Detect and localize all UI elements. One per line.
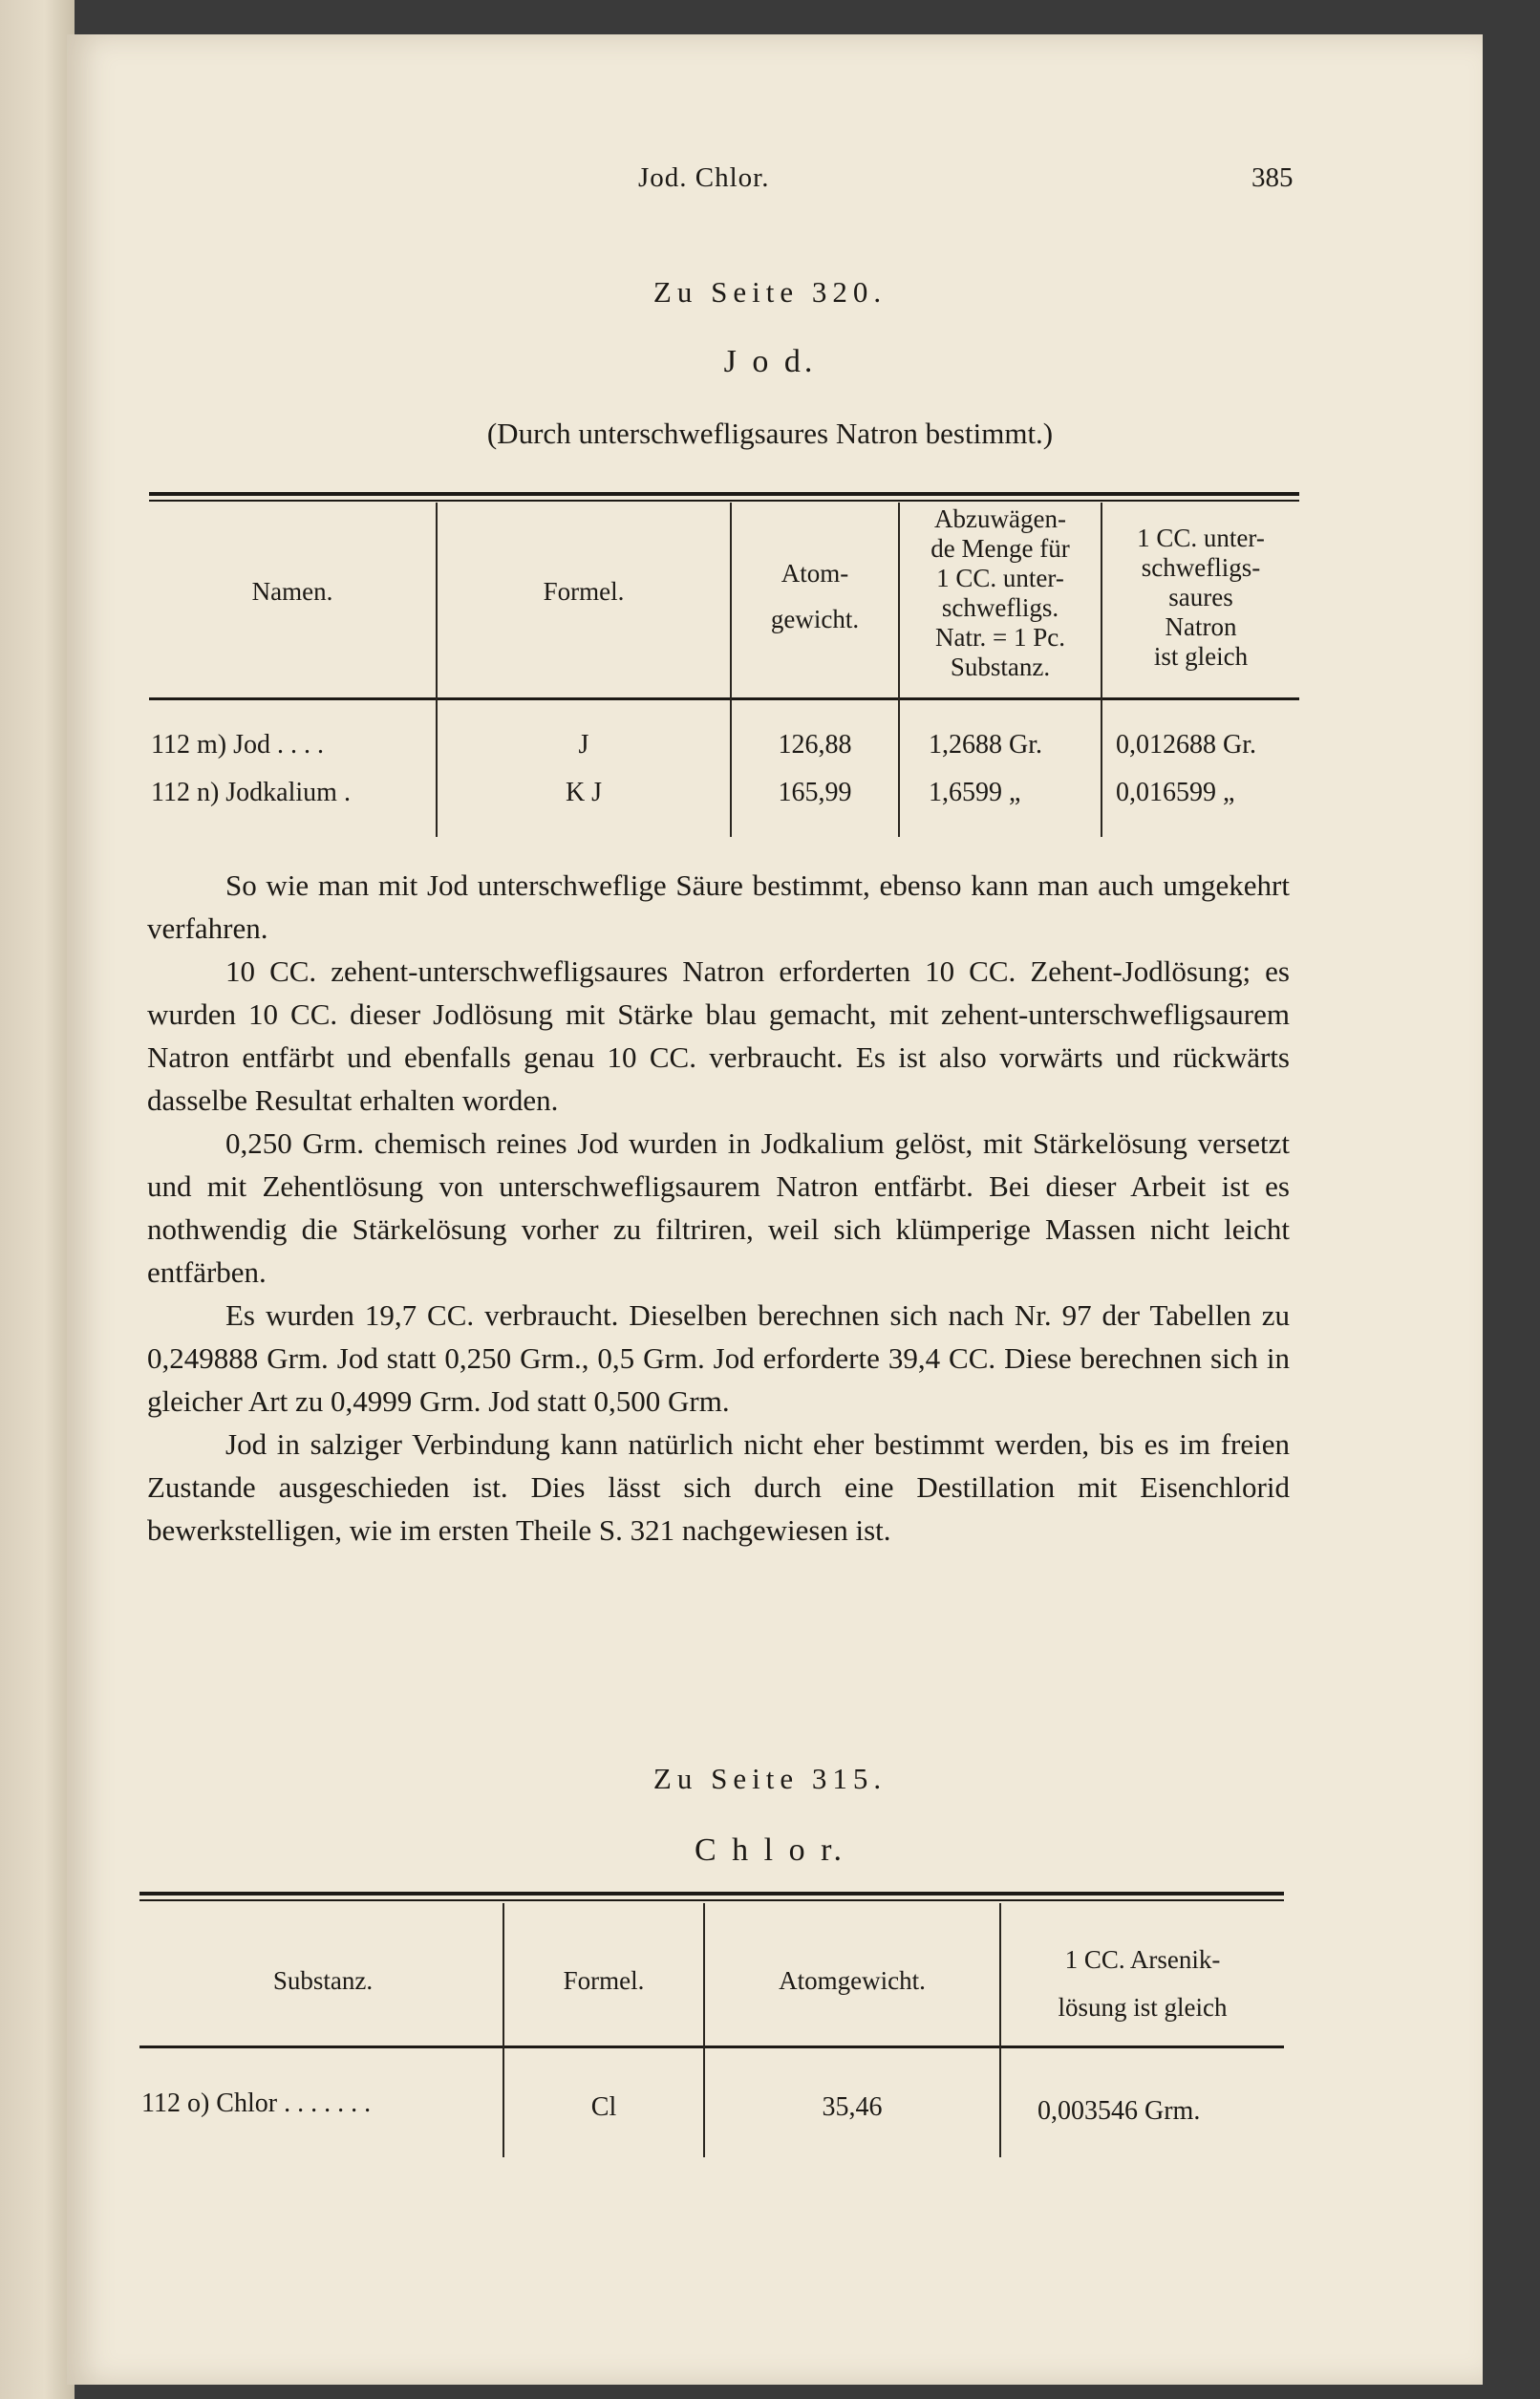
section-ref-320: Zu Seite 320. [652, 275, 888, 309]
header-substanz: Substanz. [272, 1966, 374, 1995]
header-namen: Namen. [251, 577, 333, 606]
row-formel: Cl [590, 2092, 617, 2122]
header-cc [1102, 524, 1299, 672]
header-cc-line: ist gleich [1153, 642, 1249, 671]
section-heading-jod: J o d. [723, 344, 817, 379]
header-cc-line: saures [1168, 583, 1233, 611]
row-atomgewicht: 126,88 [778, 730, 852, 760]
header-menge [900, 504, 1101, 682]
row-atomgewicht: 35,46 [822, 2092, 883, 2122]
header-atomgewicht-2: gewicht. [770, 605, 860, 633]
table-top-rule [149, 492, 1299, 496]
header-menge-line: Substanz. [950, 653, 1051, 681]
body-text [147, 864, 1290, 1552]
header-atomgewicht: Atomgewicht. [779, 1966, 926, 1995]
row-menge: 1,2688 Gr. [929, 730, 1042, 760]
header-menge-line: Abzuwägen- [934, 504, 1066, 533]
section-ref-315: Zu Seite 315. [652, 1762, 888, 1795]
row-name: 112 m) Jod . . . . [151, 730, 324, 760]
row-cc: 0,016599 „ [1116, 778, 1235, 807]
header-formel: Formel. [563, 1966, 645, 1995]
table-header-rule [139, 2046, 1284, 2048]
section-heading-chlor: C h l o r. [694, 1832, 846, 1868]
header-cc-line: 1 CC. unter- [1137, 524, 1265, 552]
running-head-title: Jod. Chlor. [638, 162, 770, 193]
row-atomgewicht: 165,99 [778, 778, 852, 807]
table-top-rule-thin [149, 500, 1299, 502]
table-top-rule [139, 1892, 1284, 1896]
section-subtitle: (Durch unterschwefligsaures Natron bestimmt.) [486, 417, 1054, 450]
header-cc-2: lösung ist gleich [1058, 1993, 1228, 2022]
row-cc: 0,012688 Gr. [1116, 730, 1256, 760]
header-menge-line: Natr. = 1 Pc. [935, 623, 1065, 652]
header-menge-line: de Menge für [930, 534, 1070, 563]
paragraph: 10 CC. zehent-unterschwefligsaures Natron erforderten 10 CC. Zehent-Jodlösung; es wurden 10 CC. dieser Jodlösung mit Stärke blau gemacht, mit zehent-unterschwefligsaurem Natron entfärbt und ebenfalls genau 10 CC. verbraucht. Es ist also vorwärts und rückwärts dasselbe Resultat erhalten worden. [147, 954, 1290, 1117]
row-cc: 0,003546 Grm. [1037, 2096, 1201, 2126]
page-number: 385 [1251, 162, 1294, 193]
row-name: 112 o) Chlor . . . . . . . [141, 2088, 372, 2118]
header-cc-1: 1 CC. Arsenik- [1064, 1945, 1221, 1974]
header-formel: Formel. [543, 577, 625, 606]
paragraph: Es wurden 19,7 CC. verbraucht. Dieselben berechnen sich nach Nr. 97 der Tabellen zu 0,249888 Grm. Jod statt 0,250 Grm., 0,5 Grm. Jod erforderte 39,4 CC. Diese berechnen sich in gleicher Art zu 0,4999 Grm. Jod statt 0,500 Grm. [147, 1298, 1290, 1418]
paragraph: Jod in salziger Verbindung kann natürlich nicht eher bestimmt werden, bis es im freien Zustande ausgeschieden ist. Dies lässt sich durch eine Destillation mit Eisenchlorid bewerkstelligen, wie im ersten Theile S. 321 nachgewiesen ist. [147, 1427, 1290, 1547]
row-menge: 1,6599 „ [929, 778, 1021, 807]
running-head [0, 134, 1540, 193]
row-name: 112 n) Jodkalium . [151, 778, 351, 807]
header-cc-line: Natron [1165, 612, 1237, 641]
table-header-rule [149, 697, 1299, 700]
header-atomgewicht-1: Atom- [781, 559, 849, 588]
row-formel: K J [565, 778, 603, 807]
paragraph: So wie man mit Jod unterschweflige Säure bestimmt, ebenso kann man auch umgekehrt verfahren. [147, 868, 1290, 945]
table-top-rule-thin [139, 1899, 1284, 1901]
row-formel: J [578, 730, 589, 760]
paragraph: 0,250 Grm. chemisch reines Jod wurden in Jodkalium gelöst, mit Stärkelösung versetzt und mit Zehentlösung von unterschwefligsaurem Natron entfärbt. Bei dieser Arbeit ist es nothwendig die Stärkelösung vorher zu filtriren, weil sich klümperige Massen nicht leicht entfärben. [147, 1126, 1290, 1289]
header-menge-line: schwefligs. [941, 593, 1059, 622]
column-divider [999, 1903, 1001, 2157]
header-cc-line: schwefligs- [1141, 553, 1261, 582]
header-menge-line: 1 CC. unter- [936, 564, 1064, 592]
